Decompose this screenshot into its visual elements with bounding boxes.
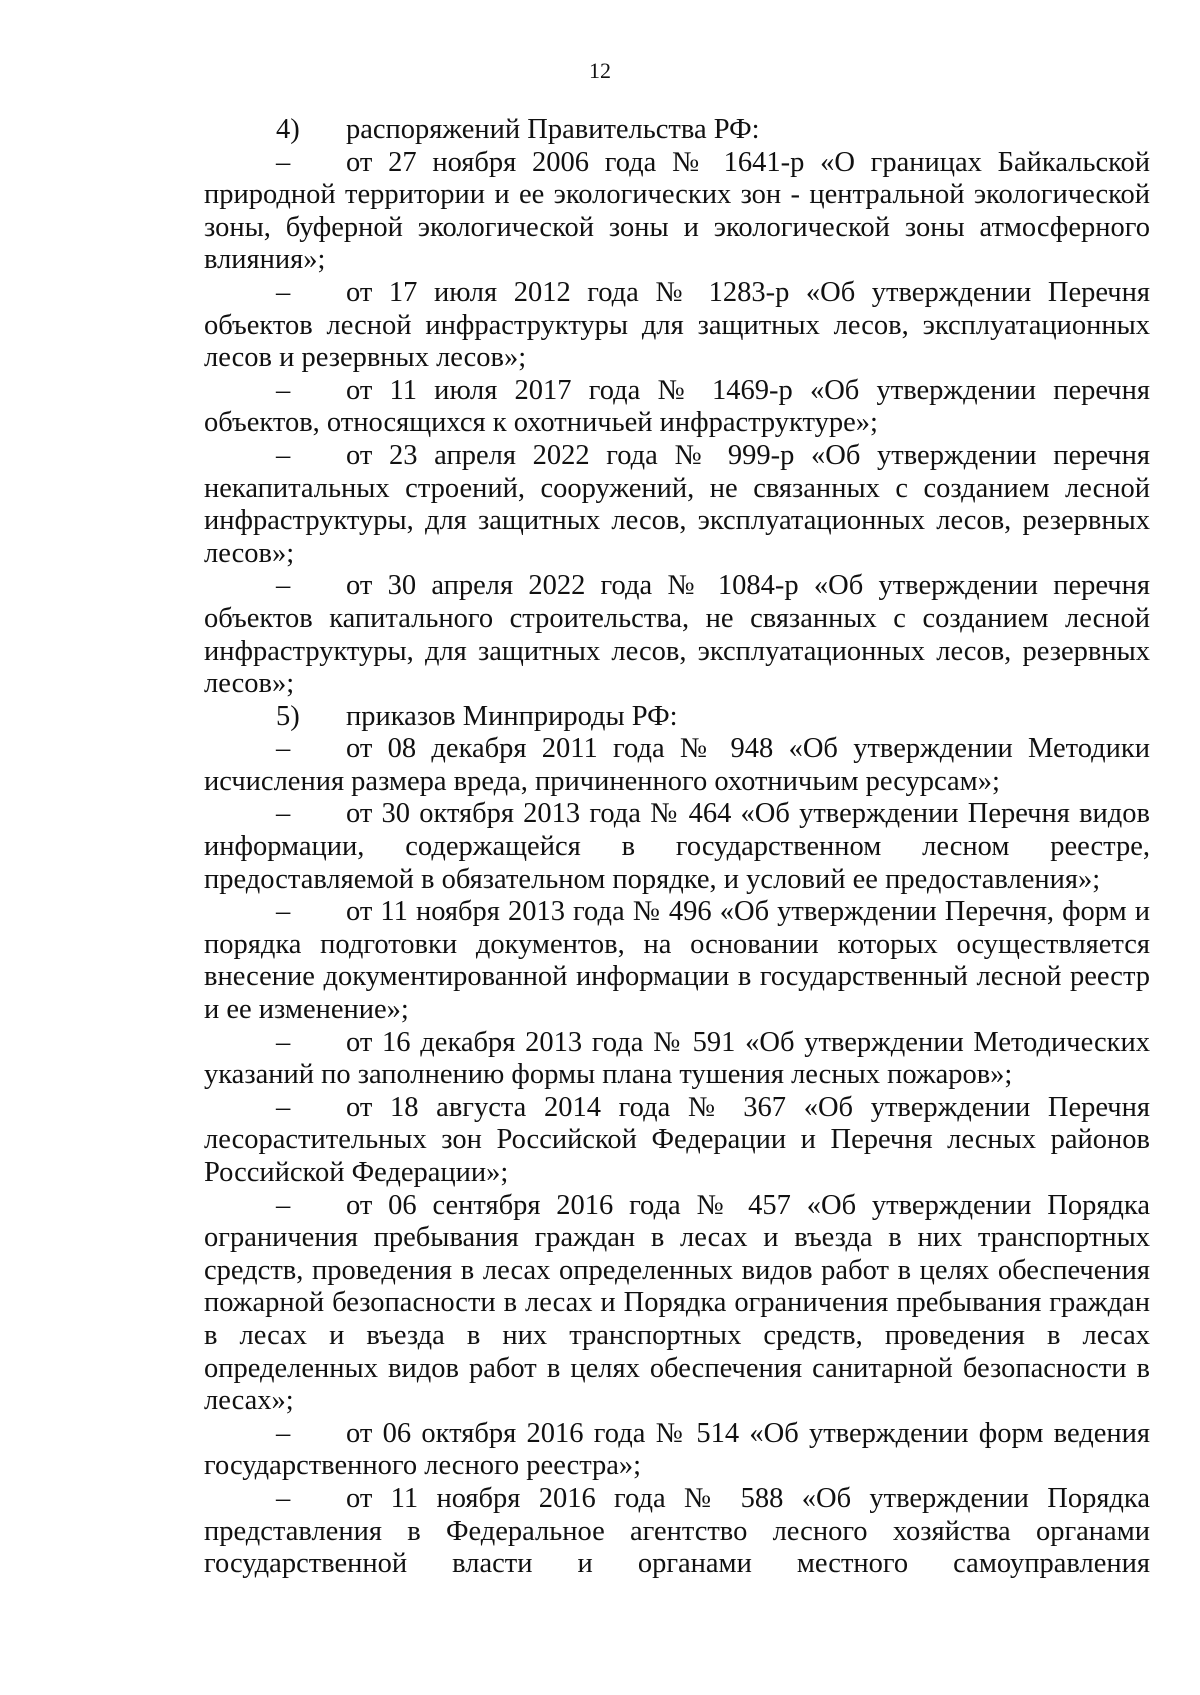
dash-marker: – bbox=[276, 1417, 291, 1449]
item-first-line bbox=[204, 1418, 1150, 1451]
item-line-text: средств, проведения в лесах определенных видов работ в целях обеспечения bbox=[204, 1254, 1150, 1286]
dash-marker: – bbox=[276, 1026, 291, 1058]
item-line-text: лесорастительных зон Российской Федерации и Перечня лесных районов bbox=[204, 1124, 1150, 1156]
item-line-text: представления в Федеральное агентство лесного хозяйства органами bbox=[204, 1515, 1150, 1547]
item-line-text: от 17 июля 2012 года № 1283-р «Об утверждении Перечня bbox=[346, 276, 1150, 308]
item-line-text: исчисления размера вреда, причиненного охотничьим ресурсам»; bbox=[204, 765, 1000, 797]
item-line-text: в лесах и въезда в них транспортных средств, проведения в лесах bbox=[204, 1319, 1150, 1351]
item-line-text: лесах»; bbox=[204, 1385, 294, 1417]
item-line bbox=[204, 179, 1150, 212]
item-first-line bbox=[204, 440, 1150, 473]
item-line bbox=[204, 766, 1150, 799]
section-number: 4) bbox=[276, 114, 300, 145]
item-first-line bbox=[204, 1092, 1150, 1125]
item-line-text: объектов капитального строительства, не связанных с созданием лесной bbox=[204, 602, 1150, 634]
item-line-text: инфраструктуры, для защитных лесов, эксплуатационных лесов, резервных bbox=[204, 505, 1150, 537]
section-heading-text: приказов Минприроды РФ: bbox=[346, 700, 678, 732]
item-line bbox=[204, 1548, 1150, 1581]
list-item bbox=[204, 896, 1150, 1026]
item-line-text: Российской Федерации»; bbox=[204, 1157, 509, 1188]
item-line bbox=[204, 603, 1150, 636]
item-line bbox=[204, 1222, 1150, 1255]
item-line bbox=[204, 1516, 1150, 1549]
item-line-text: от 23 апреля 2022 года № 999-р «Об утверждении перечня bbox=[346, 439, 1150, 471]
section-heading bbox=[204, 114, 1150, 147]
dash-marker: – bbox=[276, 374, 291, 406]
item-first-line bbox=[204, 375, 1150, 408]
item-line-text: от 11 июля 2017 года № 1469-р «Об утверждении перечня bbox=[346, 374, 1150, 406]
list-item bbox=[204, 375, 1150, 440]
dash-marker: – bbox=[276, 146, 291, 178]
item-line-text: от 27 ноября 2006 года № 1641-р «О границах Байкальской bbox=[346, 146, 1150, 178]
item-line-text: от 16 декабря 2013 года № 591 «Об утверждении Методических bbox=[346, 1026, 1150, 1058]
item-line-text: природной территории и ее экологических зон - центральной экологической bbox=[204, 179, 1150, 211]
item-line bbox=[204, 1450, 1150, 1483]
item-line-text: от 08 декабря 2011 года № 948 «Об утверждении Методики bbox=[346, 733, 1150, 765]
item-line-text: государственного лесного реестра»; bbox=[204, 1450, 642, 1482]
item-line-text: влияния»; bbox=[204, 244, 326, 276]
dash-marker: – bbox=[276, 896, 291, 928]
item-first-line bbox=[204, 277, 1150, 310]
document-body bbox=[204, 114, 1150, 1581]
item-line bbox=[204, 212, 1150, 245]
item-line-text: ограничения пребывания граждан в лесах и въезда в них транспортных bbox=[204, 1222, 1150, 1254]
item-line bbox=[204, 636, 1150, 669]
dash-marker: – bbox=[276, 439, 291, 471]
section-heading-text: распоряжений Правительства РФ: bbox=[346, 114, 760, 145]
list-item bbox=[204, 798, 1150, 896]
item-line-text: зоны, буферной экологической зоны и экологической зоны атмосферного bbox=[204, 211, 1150, 243]
dash-marker: – bbox=[276, 733, 291, 765]
list-item bbox=[204, 1483, 1150, 1581]
item-line-text: лесов»; bbox=[204, 537, 295, 569]
item-line bbox=[204, 244, 1150, 277]
item-first-line bbox=[204, 1483, 1150, 1516]
item-line-text: лесов и резервных лесов»; bbox=[204, 342, 527, 374]
list-section bbox=[204, 114, 1150, 701]
dash-marker: – bbox=[276, 1091, 291, 1123]
item-line-text: от 06 сентября 2016 года № 457 «Об утверждении Порядка bbox=[346, 1189, 1150, 1221]
item-line bbox=[204, 1059, 1150, 1092]
item-line bbox=[204, 407, 1150, 440]
item-line bbox=[204, 1255, 1150, 1288]
dash-marker: – bbox=[276, 1482, 291, 1514]
item-line-text: и ее изменение»; bbox=[204, 994, 409, 1026]
item-line-text: инфраструктуры, для защитных лесов, эксплуатационных лесов, резервных bbox=[204, 635, 1150, 667]
item-first-line bbox=[204, 1190, 1150, 1223]
item-line-text: информации, содержащейся в государственном лесном реестре, bbox=[204, 831, 1150, 863]
item-line bbox=[204, 668, 1150, 701]
list-item bbox=[204, 570, 1150, 700]
item-line-text: от 06 октября 2016 года № 514 «Об утверждении форм ведения bbox=[346, 1417, 1150, 1449]
item-line-text: объектов, относящихся к охотничьей инфраструктуре»; bbox=[204, 407, 878, 439]
section-number: 5) bbox=[276, 700, 300, 732]
list-item bbox=[204, 733, 1150, 798]
item-line bbox=[204, 994, 1150, 1027]
list-item bbox=[204, 1190, 1150, 1418]
item-line bbox=[204, 864, 1150, 897]
item-first-line bbox=[204, 1027, 1150, 1060]
list-section bbox=[204, 701, 1150, 1581]
list-item bbox=[204, 440, 1150, 570]
item-line bbox=[204, 961, 1150, 994]
page-number: 12 bbox=[589, 58, 611, 83]
item-line-text: от 30 апреля 2022 года № 1084-р «Об утверждении перечня bbox=[346, 570, 1150, 602]
item-first-line bbox=[204, 798, 1150, 831]
item-line-text: объектов лесной инфраструктуры для защитных лесов, эксплуатационных bbox=[204, 309, 1150, 341]
item-line bbox=[204, 473, 1150, 506]
item-line bbox=[204, 342, 1150, 375]
item-line-text: от 30 октября 2013 года № 464 «Об утверждении Перечня видов bbox=[346, 798, 1150, 830]
item-line bbox=[204, 929, 1150, 962]
list-item bbox=[204, 1027, 1150, 1092]
item-line-text: определенных видов работ в целях обеспечения санитарной безопасности в bbox=[204, 1352, 1150, 1384]
item-line bbox=[204, 831, 1150, 864]
item-line bbox=[204, 1124, 1150, 1157]
item-line bbox=[204, 1287, 1150, 1320]
item-line-text: некапитальных строений, сооружений, не связанных с созданием лесной bbox=[204, 472, 1150, 504]
item-line-text: государственной власти и органами местного самоуправления bbox=[204, 1548, 1150, 1580]
item-line bbox=[204, 310, 1150, 343]
item-line-text: порядка подготовки документов, на основании которых осуществляется bbox=[204, 928, 1150, 960]
list-item bbox=[204, 1418, 1150, 1483]
item-line-text: внесение документированной информации в государственный лесной реестр bbox=[204, 961, 1150, 993]
item-first-line bbox=[204, 147, 1150, 180]
item-line-text: предоставляемой в обязательном порядке, и условий ее предоставления»; bbox=[204, 863, 1101, 895]
item-first-line bbox=[204, 570, 1150, 603]
item-line-text: лесов»; bbox=[204, 668, 295, 700]
item-line-text: пожарной безопасности в лесах и Порядка ограничения пребывания граждан bbox=[204, 1287, 1150, 1319]
item-line bbox=[204, 1353, 1150, 1386]
item-line-text: от 11 ноября 2013 года № 496 «Об утверждении Перечня, форм и bbox=[346, 896, 1150, 928]
item-line bbox=[204, 538, 1150, 571]
item-line bbox=[204, 1157, 1150, 1190]
dash-marker: – bbox=[276, 570, 291, 602]
item-line-text: указаний по заполнению формы плана тушения лесных пожаров»; bbox=[204, 1059, 1013, 1091]
item-line bbox=[204, 1320, 1150, 1353]
section-heading bbox=[204, 701, 1150, 734]
item-line bbox=[204, 1385, 1150, 1418]
item-line-text: от 11 ноября 2016 года № 588 «Об утверждении Порядка bbox=[346, 1482, 1150, 1514]
item-line-text: от 18 августа 2014 года № 367 «Об утверждении Перечня bbox=[346, 1091, 1150, 1123]
item-first-line bbox=[204, 896, 1150, 929]
item-first-line bbox=[204, 733, 1150, 766]
list-item bbox=[204, 277, 1150, 375]
dash-marker: – bbox=[276, 276, 291, 308]
item-line bbox=[204, 505, 1150, 538]
list-item bbox=[204, 1092, 1150, 1190]
dash-marker: – bbox=[276, 1189, 291, 1221]
list-item bbox=[204, 147, 1150, 277]
dash-marker: – bbox=[276, 798, 291, 830]
